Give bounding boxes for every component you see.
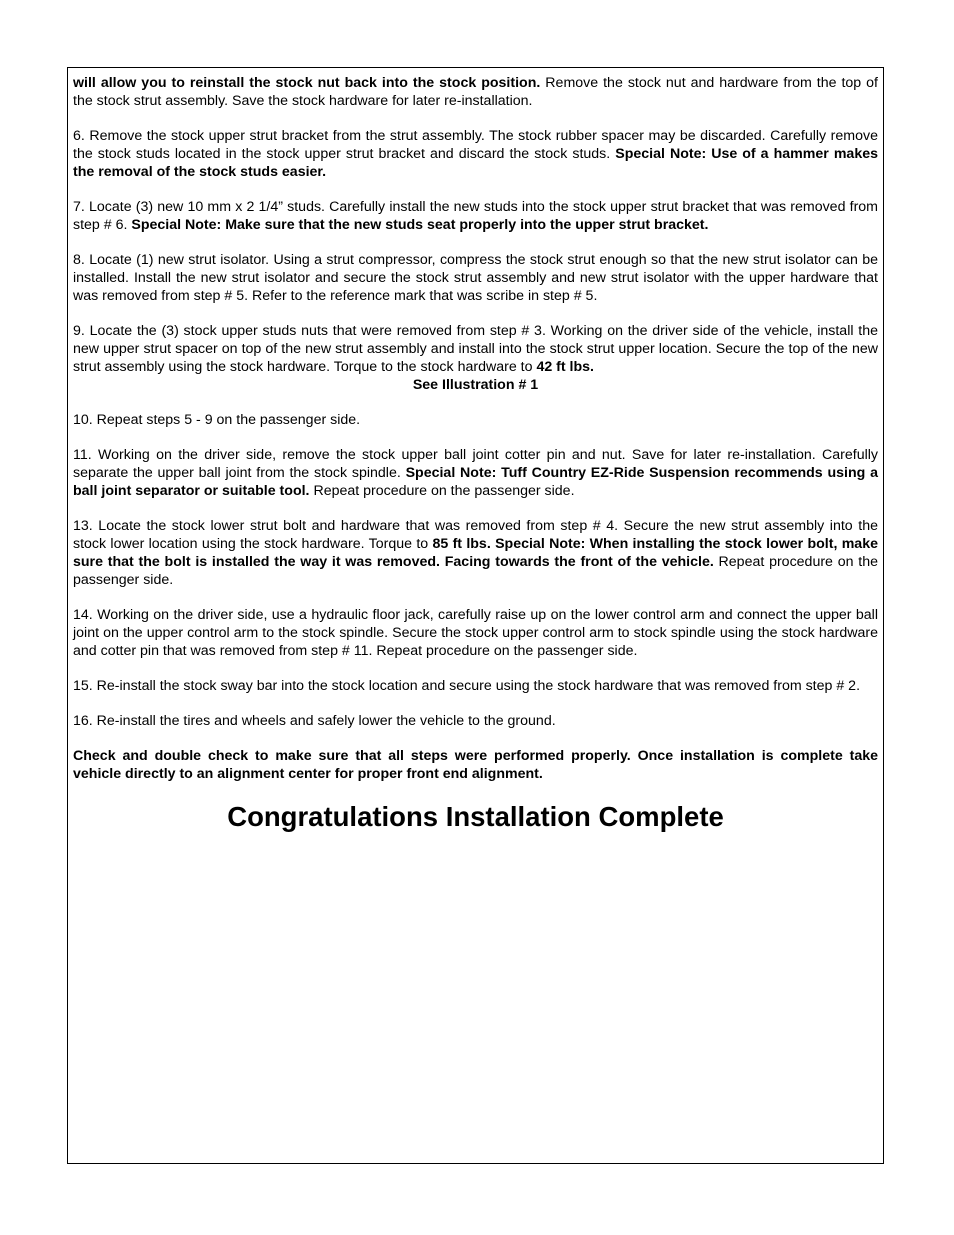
step-11-note: Special Note: Tuff Country EZ-Ride Suspension recommends using a ball joint separator or suitable tool.	[73, 465, 878, 499]
step-7-note: Special Note: Make sure that the new studs seat properly into the upper strut bracket.	[131, 217, 709, 233]
step-15-paragraph	[73, 677, 878, 695]
step-16-paragraph	[73, 712, 878, 730]
instructions-content	[73, 74, 878, 834]
step-14-text: 14. Working on the driver side, use a hydraulic floor jack, carefully raise up on the lower control arm and connect the upper ball joint on the upper control arm to the stock spindle. Secure the stock upper control arm to stock spindle using the stock hardware and cotter pin that was removed from step # 11. Repeat procedure on the passenger side.	[73, 607, 878, 659]
step-11-text-end: Repeat procedure on the passenger side.	[309, 483, 575, 499]
intro-bold: will allow you to reinstall the stock nut back into the stock position.	[73, 75, 541, 91]
step-9-torque: 42 ft lbs.	[536, 359, 594, 375]
step-9-text: 9. Locate the (3) stock upper studs nuts that were removed from step # 3. Working on the driver side of the vehicle, install the new upper strut spacer on top of the new strut assembly and install into the stock strut upper location. Secure the top of the new strut assembly using the stock hardware. Torque to the stock hardware to	[73, 323, 878, 375]
step-13-paragraph	[73, 517, 878, 589]
instructions-frame	[67, 67, 884, 1164]
step-8-text: 8. Locate (1) new strut isolator. Using a strut compressor, compress the stock strut enough so that the new strut isolator can be installed. Install the new strut isolator and secure the stock strut assembly and new strut isolator with the upper hardware that was removed from step # 5. Refer to the reference mark that was scribe in step # 5.	[73, 252, 878, 304]
completion-heading: Congratulations Installation Complete	[227, 801, 724, 832]
step-6-note: Special Note: Use of a hammer makes the removal of the stock studs easier.	[73, 146, 878, 180]
illustration-reference: See Illustration # 1	[412, 377, 539, 393]
step-6-paragraph	[73, 127, 878, 181]
intro-paragraph	[73, 74, 878, 110]
step-13-text: 13. Locate the stock lower strut bolt and hardware that was removed from step # 4. Secure the new strut assembly into the stock lower location using the stock hardware. Torque to	[73, 518, 878, 552]
step-11-text: 11. Working on the driver side, remove the stock upper ball joint cotter pin and nut. Save for later re-installation. Carefully separate the upper ball joint from the stock spindle.	[73, 447, 878, 481]
step-8-paragraph	[73, 251, 878, 305]
step-6-text: 6. Remove the stock upper strut bracket from the strut assembly. The stock rubber spacer may be discarded. Carefully remove the stock studs located in the stock upper strut bracket and discard the stock studs.	[73, 128, 878, 162]
step-14-paragraph	[73, 606, 878, 660]
step-16-text: 16. Re-install the tires and wheels and safely lower the vehicle to the ground.	[73, 713, 556, 729]
step-9-paragraph	[73, 322, 878, 394]
step-10-paragraph	[73, 411, 878, 429]
step-13-text-end: Repeat procedure on the passenger side.	[73, 554, 878, 588]
final-check-paragraph	[73, 747, 878, 783]
step-7-paragraph	[73, 198, 878, 234]
step-10-text: 10. Repeat steps 5 - 9 on the passenger side.	[73, 412, 361, 428]
step-7-text: 7. Locate (3) new 10 mm x 2 1/4” studs. Carefully install the new studs into the stock upper strut bracket that was removed from step # 6.	[73, 199, 878, 233]
step-11-paragraph	[73, 446, 878, 500]
step-15-text: 15. Re-install the stock sway bar into the stock location and secure using the stock hardware that was removed from step # 2.	[73, 678, 861, 694]
final-check-text: Check and double check to make sure that all steps were performed properly. Once installation is complete take vehicle directly to an alignment center for proper front end alignment.	[73, 748, 878, 782]
intro-text: Remove the stock nut and hardware from the top of the stock strut assembly. Save the stock hardware for later re-installation.	[73, 75, 878, 109]
step-13-note: 85 ft lbs. Special Note: When installing the stock lower bolt, make sure that the bolt is installed the way it was removed. Facing towards the front of the vehicle.	[73, 536, 878, 570]
